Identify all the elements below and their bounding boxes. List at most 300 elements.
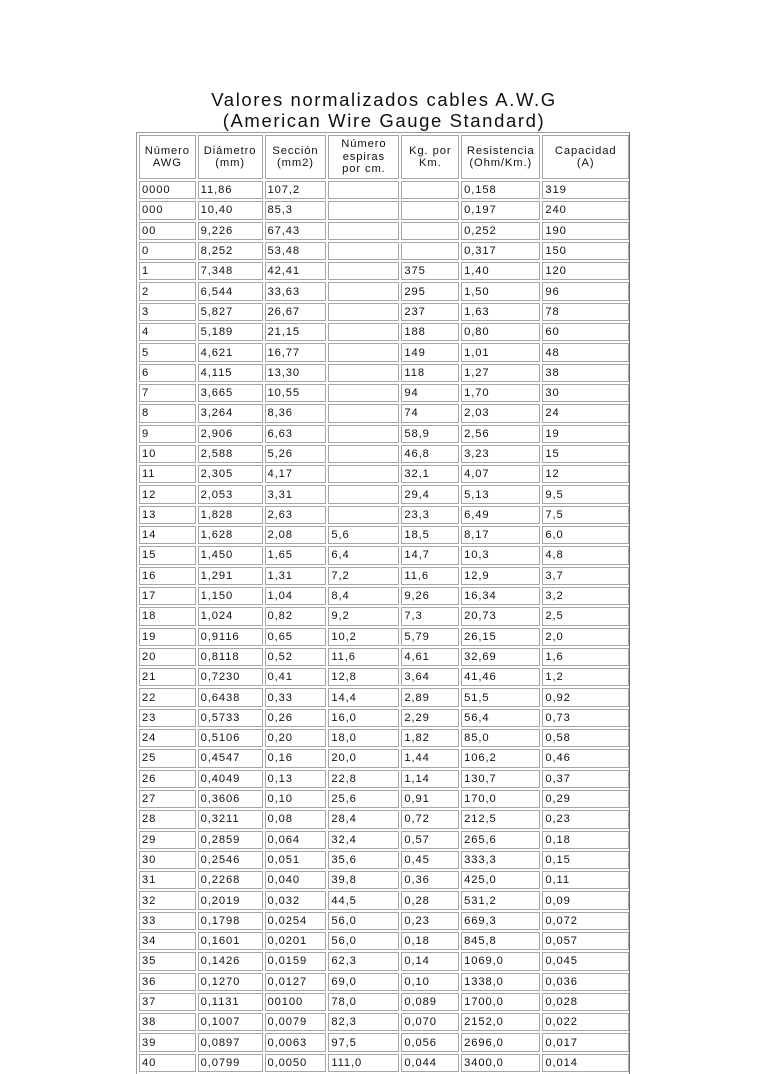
cell-section: 53,48: [265, 242, 327, 260]
cell-diameter: 2,906: [198, 425, 263, 443]
cell-awg-number: 39: [139, 1033, 196, 1051]
cell-capacity: 24: [542, 404, 629, 422]
cell-resistance: 0,197: [461, 201, 540, 219]
cell-resistance: 2,03: [461, 404, 540, 422]
cell-diameter: 1,828: [198, 506, 263, 524]
cell-capacity: 0,23: [542, 810, 629, 828]
cell-capacity: 9,5: [542, 485, 629, 503]
cell-capacity: 0,028: [542, 993, 629, 1011]
cell-kg-per-km: 18,5: [401, 526, 459, 544]
table-row: [139, 425, 629, 443]
cell-section: 1,65: [265, 546, 327, 564]
cell-awg-number: 27: [139, 790, 196, 808]
table-row: [139, 749, 629, 767]
cell-awg-number: 0: [139, 242, 196, 260]
cell-turns-per-cm: [328, 343, 399, 361]
table-row: [139, 831, 629, 849]
cell-section: 0,41: [265, 668, 327, 686]
table-row: [139, 993, 629, 1011]
column-header-line: Capacidad: [554, 144, 617, 157]
cell-awg-number: 8: [139, 404, 196, 422]
cell-turns-per-cm: 10,2: [328, 628, 399, 646]
cell-resistance: 56,4: [461, 709, 540, 727]
cell-resistance: 2696,0: [461, 1033, 540, 1051]
cell-resistance: 265,6: [461, 831, 540, 849]
cell-turns-per-cm: [328, 242, 399, 260]
cell-awg-number: 18: [139, 607, 196, 625]
cell-kg-per-km: 29,4: [401, 485, 459, 503]
cell-capacity: 240: [542, 201, 629, 219]
cell-turns-per-cm: 44,5: [328, 891, 399, 909]
cell-section: 33,63: [265, 282, 327, 300]
cell-capacity: 0,15: [542, 851, 629, 869]
cell-kg-per-km: 3,64: [401, 668, 459, 686]
table-row: [139, 323, 629, 341]
cell-section: 0,13: [265, 770, 327, 788]
cell-turns-per-cm: 69,0: [328, 973, 399, 991]
cell-resistance: 20,73: [461, 607, 540, 625]
cell-resistance: 170,0: [461, 790, 540, 808]
cell-diameter: 0,1007: [198, 1013, 263, 1031]
cell-resistance: 10,3: [461, 546, 540, 564]
cell-section: 0,032: [265, 891, 327, 909]
cell-awg-number: 31: [139, 871, 196, 889]
table-row: [139, 181, 629, 199]
cell-awg-number: 15: [139, 546, 196, 564]
cell-awg-number: 19: [139, 628, 196, 646]
cell-kg-per-km: 11,6: [401, 567, 459, 585]
cell-resistance: 212,5: [461, 810, 540, 828]
cell-kg-per-km: [401, 181, 459, 199]
cell-kg-per-km: 0,089: [401, 993, 459, 1011]
cell-diameter: 9,226: [198, 222, 263, 240]
cell-turns-per-cm: [328, 262, 399, 280]
cell-kg-per-km: 0,056: [401, 1033, 459, 1051]
cell-awg-number: 9: [139, 425, 196, 443]
cell-kg-per-km: 7,3: [401, 607, 459, 625]
cell-awg-number: 32: [139, 891, 196, 909]
cell-turns-per-cm: [328, 282, 399, 300]
cell-capacity: 0,09: [542, 891, 629, 909]
cell-section: 0,064: [265, 831, 327, 849]
column-header-diameter: [198, 135, 263, 179]
cell-kg-per-km: [401, 201, 459, 219]
cell-section: 0,051: [265, 851, 327, 869]
table-row: [139, 1054, 629, 1072]
column-header-line: por cm.: [342, 163, 386, 176]
table-row: [139, 485, 629, 503]
cell-awg-number: 26: [139, 770, 196, 788]
cell-turns-per-cm: 62,3: [328, 952, 399, 970]
cell-awg-number: 0000: [139, 181, 196, 199]
cell-diameter: 0,0799: [198, 1054, 263, 1072]
cell-kg-per-km: 1,14: [401, 770, 459, 788]
column-header-line: espiras: [342, 150, 386, 163]
cell-diameter: 11,86: [198, 181, 263, 199]
table-row: [139, 465, 629, 483]
cell-kg-per-km: 375: [401, 262, 459, 280]
cell-diameter: 8,252: [198, 242, 263, 260]
cell-diameter: 1,450: [198, 546, 263, 564]
cell-section: 16,77: [265, 343, 327, 361]
cell-capacity: 0,46: [542, 749, 629, 767]
cell-section: 6,63: [265, 425, 327, 443]
cell-kg-per-km: 23,3: [401, 506, 459, 524]
cell-section: 0,26: [265, 709, 327, 727]
table-row: [139, 404, 629, 422]
cell-capacity: 60: [542, 323, 629, 341]
cell-turns-per-cm: 22,8: [328, 770, 399, 788]
table-row: [139, 384, 629, 402]
cell-awg-number: 23: [139, 709, 196, 727]
cell-awg-number: 11: [139, 465, 196, 483]
cell-section: 0,0159: [265, 952, 327, 970]
cell-resistance: 0,158: [461, 181, 540, 199]
cell-turns-per-cm: 8,4: [328, 587, 399, 605]
cell-awg-number: 30: [139, 851, 196, 869]
cell-section: 0,0079: [265, 1013, 327, 1031]
cell-awg-number: 13: [139, 506, 196, 524]
cell-diameter: 2,588: [198, 445, 263, 463]
cell-capacity: 0,58: [542, 729, 629, 747]
cell-kg-per-km: 58,9: [401, 425, 459, 443]
cell-section: 5,26: [265, 445, 327, 463]
cell-turns-per-cm: 5,6: [328, 526, 399, 544]
cell-awg-number: 36: [139, 973, 196, 991]
cell-kg-per-km: 188: [401, 323, 459, 341]
cell-turns-per-cm: [328, 323, 399, 341]
cell-turns-per-cm: [328, 445, 399, 463]
table-row: [139, 343, 629, 361]
cell-section: 85,3: [265, 201, 327, 219]
cell-resistance: 1,63: [461, 303, 540, 321]
cell-awg-number: 25: [139, 749, 196, 767]
cell-kg-per-km: 2,89: [401, 688, 459, 706]
cell-turns-per-cm: 97,5: [328, 1033, 399, 1051]
column-header-line: Resistencia: [466, 144, 535, 157]
cell-section: 8,36: [265, 404, 327, 422]
table-row: [139, 628, 629, 646]
column-header-turns-per-cm: [328, 135, 399, 179]
cell-diameter: 0,2019: [198, 891, 263, 909]
cell-diameter: 0,1426: [198, 952, 263, 970]
table-row: [139, 526, 629, 544]
cell-awg-number: 29: [139, 831, 196, 849]
cell-diameter: 1,628: [198, 526, 263, 544]
cell-diameter: 0,4547: [198, 749, 263, 767]
table-row: [139, 1033, 629, 1051]
cell-turns-per-cm: 56,0: [328, 932, 399, 950]
cell-diameter: 2,305: [198, 465, 263, 483]
cell-awg-number: 22: [139, 688, 196, 706]
cell-diameter: 1,291: [198, 567, 263, 585]
cell-section: 26,67: [265, 303, 327, 321]
cell-section: 0,16: [265, 749, 327, 767]
column-header-line: Número: [144, 144, 190, 157]
cell-diameter: 0,6438: [198, 688, 263, 706]
cell-kg-per-km: 4,61: [401, 648, 459, 666]
cell-resistance: 1069,0: [461, 952, 540, 970]
cell-capacity: 2,5: [542, 607, 629, 625]
cell-section: 0,20: [265, 729, 327, 747]
column-header-line: (mm2): [277, 157, 314, 169]
cell-kg-per-km: 0,070: [401, 1013, 459, 1031]
table-row: [139, 607, 629, 625]
cell-resistance: 333,3: [461, 851, 540, 869]
table-row: [139, 587, 629, 605]
cell-resistance: 425,0: [461, 871, 540, 889]
cell-kg-per-km: 0,45: [401, 851, 459, 869]
table-row: [139, 546, 629, 564]
cell-awg-number: 14: [139, 526, 196, 544]
column-header-line: Diámetro: [203, 144, 257, 157]
cell-kg-per-km: 32,1: [401, 465, 459, 483]
cell-capacity: 0,11: [542, 871, 629, 889]
table-row: [139, 222, 629, 240]
table-row: [139, 567, 629, 585]
cell-diameter: 5,189: [198, 323, 263, 341]
cell-turns-per-cm: 16,0: [328, 709, 399, 727]
cell-diameter: 0,2859: [198, 831, 263, 849]
cell-resistance: 12,9: [461, 567, 540, 585]
cell-awg-number: 24: [139, 729, 196, 747]
cell-resistance: 85,0: [461, 729, 540, 747]
cell-awg-number: 17: [139, 587, 196, 605]
cell-capacity: 7,5: [542, 506, 629, 524]
cell-diameter: 0,0897: [198, 1033, 263, 1051]
cell-capacity: 0,18: [542, 831, 629, 849]
cell-capacity: 120: [542, 262, 629, 280]
cell-turns-per-cm: [328, 201, 399, 219]
cell-awg-number: 00: [139, 222, 196, 240]
cell-diameter: 3,665: [198, 384, 263, 402]
cell-turns-per-cm: 18,0: [328, 729, 399, 747]
cell-kg-per-km: 1,82: [401, 729, 459, 747]
cell-kg-per-km: 0,23: [401, 912, 459, 930]
cell-section: 13,30: [265, 364, 327, 382]
cell-resistance: 669,3: [461, 912, 540, 930]
cell-resistance: 1700,0: [461, 993, 540, 1011]
cell-kg-per-km: 0,36: [401, 871, 459, 889]
column-header-awg-number: [139, 135, 196, 179]
cell-diameter: 2,053: [198, 485, 263, 503]
cell-kg-per-km: 0,91: [401, 790, 459, 808]
cell-section: 0,0127: [265, 973, 327, 991]
cell-capacity: 0,73: [542, 709, 629, 727]
cell-diameter: 3,264: [198, 404, 263, 422]
cell-resistance: 0,317: [461, 242, 540, 260]
cell-kg-per-km: 149: [401, 343, 459, 361]
cell-kg-per-km: 0,10: [401, 973, 459, 991]
cell-diameter: 0,5106: [198, 729, 263, 747]
cell-diameter: 7,348: [198, 262, 263, 280]
cell-awg-number: 33: [139, 912, 196, 930]
cell-resistance: 1,27: [461, 364, 540, 382]
cell-turns-per-cm: 12,8: [328, 668, 399, 686]
cell-resistance: 5,13: [461, 485, 540, 503]
cell-turns-per-cm: [328, 485, 399, 503]
column-header-kg-per-km: [401, 135, 459, 179]
cell-resistance: 1,70: [461, 384, 540, 402]
cell-kg-per-km: 0,14: [401, 952, 459, 970]
cell-diameter: 0,4049: [198, 770, 263, 788]
table-row: [139, 364, 629, 382]
cell-resistance: 51,5: [461, 688, 540, 706]
table-row: [139, 790, 629, 808]
cell-section: 0,10: [265, 790, 327, 808]
cell-turns-per-cm: 39,8: [328, 871, 399, 889]
cell-resistance: 130,7: [461, 770, 540, 788]
cell-diameter: 0,7230: [198, 668, 263, 686]
cell-diameter: 6,544: [198, 282, 263, 300]
table-body: [139, 181, 629, 1072]
cell-section: 1,31: [265, 567, 327, 585]
cell-diameter: 0,3606: [198, 790, 263, 808]
cell-turns-per-cm: [328, 384, 399, 402]
column-header-section: [265, 135, 327, 179]
cell-resistance: 6,49: [461, 506, 540, 524]
cell-capacity: 6,0: [542, 526, 629, 544]
cell-turns-per-cm: 32,4: [328, 831, 399, 849]
cell-kg-per-km: [401, 242, 459, 260]
cell-kg-per-km: 9,26: [401, 587, 459, 605]
cell-capacity: 2,0: [542, 628, 629, 646]
cell-section: 0,33: [265, 688, 327, 706]
cell-capacity: 3,2: [542, 587, 629, 605]
table-row: [139, 709, 629, 727]
cell-capacity: 319: [542, 181, 629, 199]
cell-capacity: 15: [542, 445, 629, 463]
cell-turns-per-cm: 28,4: [328, 810, 399, 828]
table-row: [139, 912, 629, 930]
cell-awg-number: 7: [139, 384, 196, 402]
cell-turns-per-cm: 11,6: [328, 648, 399, 666]
cell-resistance: 2152,0: [461, 1013, 540, 1031]
cell-capacity: 0,072: [542, 912, 629, 930]
table-row: [139, 770, 629, 788]
cell-capacity: 150: [542, 242, 629, 260]
cell-kg-per-km: 295: [401, 282, 459, 300]
cell-awg-number: 37: [139, 993, 196, 1011]
cell-section: 0,52: [265, 648, 327, 666]
cell-capacity: 0,92: [542, 688, 629, 706]
cell-diameter: 4,621: [198, 343, 263, 361]
cell-section: 0,08: [265, 810, 327, 828]
cell-awg-number: 12: [139, 485, 196, 503]
column-header-capacity: [542, 135, 629, 179]
cell-diameter: 0,2546: [198, 851, 263, 869]
cell-section: 107,2: [265, 181, 327, 199]
table-row: [139, 303, 629, 321]
cell-kg-per-km: 0,18: [401, 932, 459, 950]
cell-section: 0,040: [265, 871, 327, 889]
cell-resistance: 1,40: [461, 262, 540, 280]
cell-awg-number: 28: [139, 810, 196, 828]
cell-awg-number: 20: [139, 648, 196, 666]
cell-capacity: 48: [542, 343, 629, 361]
cell-turns-per-cm: 9,2: [328, 607, 399, 625]
cell-turns-per-cm: [328, 404, 399, 422]
cell-kg-per-km: 94: [401, 384, 459, 402]
cell-capacity: 0,017: [542, 1033, 629, 1051]
table-row: [139, 648, 629, 666]
cell-capacity: 0,036: [542, 973, 629, 991]
table-row: [139, 952, 629, 970]
cell-kg-per-km: 2,29: [401, 709, 459, 727]
column-header-line: Kg. por: [409, 144, 452, 157]
cell-diameter: 1,150: [198, 587, 263, 605]
table-row: [139, 973, 629, 991]
cell-turns-per-cm: 14,4: [328, 688, 399, 706]
column-header-line: (A): [576, 157, 595, 169]
cell-diameter: 0,1131: [198, 993, 263, 1011]
cell-awg-number: 10: [139, 445, 196, 463]
cell-kg-per-km: 0,57: [401, 831, 459, 849]
cell-diameter: 1,024: [198, 607, 263, 625]
cell-capacity: 30: [542, 384, 629, 402]
cell-diameter: 0,9116: [198, 628, 263, 646]
cell-resistance: 0,80: [461, 323, 540, 341]
cell-turns-per-cm: 56,0: [328, 912, 399, 930]
cell-resistance: 106,2: [461, 749, 540, 767]
cell-section: 3,31: [265, 485, 327, 503]
cell-capacity: 0,045: [542, 952, 629, 970]
cell-awg-number: 3: [139, 303, 196, 321]
cell-diameter: 0,1601: [198, 932, 263, 950]
cell-section: 0,82: [265, 607, 327, 625]
cell-kg-per-km: 74: [401, 404, 459, 422]
cell-resistance: 4,07: [461, 465, 540, 483]
cell-awg-number: 5: [139, 343, 196, 361]
cell-resistance: 26,15: [461, 628, 540, 646]
cell-turns-per-cm: 78,0: [328, 993, 399, 1011]
cell-turns-per-cm: 20,0: [328, 749, 399, 767]
cell-turns-per-cm: 111,0: [328, 1054, 399, 1072]
cell-awg-number: 16: [139, 567, 196, 585]
cell-resistance: 845,8: [461, 932, 540, 950]
cell-capacity: 1,2: [542, 668, 629, 686]
cell-section: 0,0063: [265, 1033, 327, 1051]
cell-awg-number: 35: [139, 952, 196, 970]
table-row: [139, 506, 629, 524]
cell-diameter: 0,1270: [198, 973, 263, 991]
cell-section: 0,0254: [265, 912, 327, 930]
cell-turns-per-cm: [328, 181, 399, 199]
cell-resistance: 41,46: [461, 668, 540, 686]
table-row: [139, 668, 629, 686]
table-row: [139, 729, 629, 747]
cell-capacity: 0,057: [542, 932, 629, 950]
cell-section: 0,65: [265, 628, 327, 646]
cell-kg-per-km: 118: [401, 364, 459, 382]
table-row: [139, 688, 629, 706]
cell-awg-number: 6: [139, 364, 196, 382]
cell-awg-number: 34: [139, 932, 196, 950]
cell-section: 00100: [265, 993, 327, 1011]
table-row: [139, 1013, 629, 1031]
cell-turns-per-cm: [328, 303, 399, 321]
cell-section: 4,17: [265, 465, 327, 483]
cell-resistance: 1,50: [461, 282, 540, 300]
cell-kg-per-km: 0,28: [401, 891, 459, 909]
cell-turns-per-cm: 7,2: [328, 567, 399, 585]
cell-turns-per-cm: 6,4: [328, 546, 399, 564]
awg-table: [137, 133, 631, 1074]
table-row: [139, 445, 629, 463]
cell-section: 10,55: [265, 384, 327, 402]
cell-awg-number: 1: [139, 262, 196, 280]
cell-kg-per-km: 5,79: [401, 628, 459, 646]
